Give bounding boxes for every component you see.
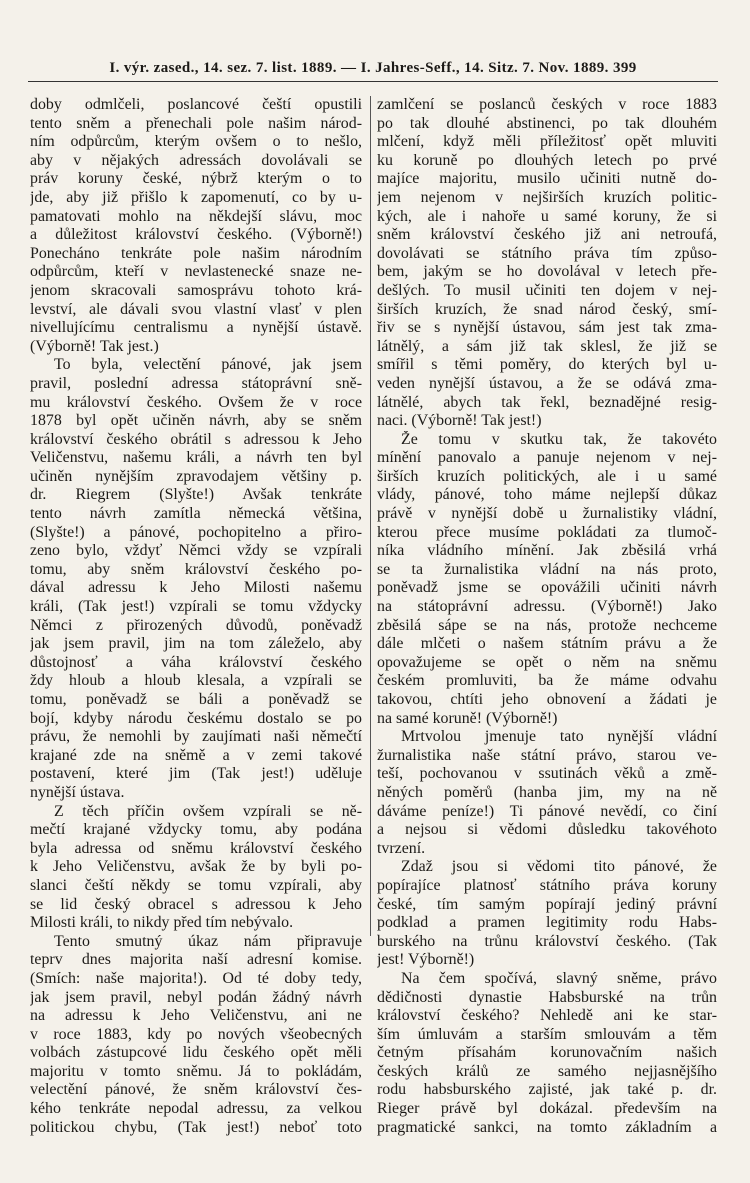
text-line: majoritu v tomto sněmu. Já to pokládám, bbox=[30, 1062, 362, 1080]
text-line: Zdaž jsou si vědomi tito pánové, že bbox=[401, 858, 717, 876]
text-line: dešlých. To musil učiniti ten dojem v nej- bbox=[377, 281, 717, 299]
text-line: odpůrcům, kteří v nevlastenecké snaze ne- bbox=[30, 263, 362, 281]
text-line: majíce majoritu, musilo učiniti nutně do- bbox=[377, 170, 717, 188]
right-column bbox=[370, 96, 717, 1136]
text-line: českých králů ze samého nejjasnějšího bbox=[377, 1062, 717, 1080]
text-line: četným přísahám korunovačním našich bbox=[377, 1044, 717, 1062]
text-line: české, tím samým popírají jediný právní bbox=[377, 895, 717, 913]
text-line: Mrtvolou jmenuje tato nynější vládní bbox=[401, 728, 717, 746]
text-line: sněm království českého již ani netroufá, bbox=[377, 226, 717, 244]
page-header: I. výr. zased., 14. sez. 7. list. 1889. — I. Jahres-Seff., 14. Sitz. 7. Nov. 1889. 399 bbox=[28, 60, 718, 82]
text-line: 1878 byl opět učiněn návrh, aby se sněm bbox=[30, 412, 362, 430]
text-line: krajané zde na sněmě a v zemi takové bbox=[30, 746, 362, 764]
text-line: (Smích: naše majorita!). Od té doby tedy, bbox=[30, 969, 362, 987]
text-line: nynější ústava. bbox=[30, 783, 125, 801]
text-line: tento sněm a přenechali pole našim národ- bbox=[30, 114, 362, 132]
text-line: širších kruzích, že snad národ český, smí- bbox=[377, 300, 717, 318]
text-line: dovolávati se státního práva tím způso- bbox=[377, 244, 717, 262]
text-line: ním odpůrcům, kterým ovšem o to nešlo, bbox=[30, 133, 362, 151]
text-line: tomu, aby sněm království českého po- bbox=[30, 560, 362, 578]
text-line: rodu habsburského zajisté, jak také p. dr. bbox=[377, 1081, 717, 1099]
text-line: Že tomu v skutku tak, že takovéto bbox=[401, 430, 717, 448]
text-line: kterou přece musíme pokládati za tlumoč- bbox=[377, 523, 717, 541]
text-line: takovou, chtíti jeho obnovení a žádati je bbox=[377, 691, 717, 708]
text-line: k Jeho Veličenstvu, avšak že by byli po- bbox=[30, 858, 362, 876]
text-line: kých, ale i nahoře u samé koruny, že si bbox=[377, 207, 717, 225]
text-line: zamlčení se poslanců českých v roce 1883 bbox=[377, 96, 717, 113]
text-line: na adressu k Jeho Veličenstvu, ani ne bbox=[30, 1007, 362, 1025]
text-line: pravil, poslední adressa státoprávní sně- bbox=[30, 374, 362, 392]
text-line: politickou chybu, (Tak jest!) neboť toto bbox=[30, 1118, 362, 1136]
text-line: jest! Výborně!) bbox=[377, 951, 475, 969]
text-line: naci. (Výborně! Tak jest!) bbox=[377, 412, 542, 430]
text-line: po tak dlouhé abstinenci, po tak dlouhém bbox=[377, 114, 717, 132]
text-line: Veličenstvu, našemu králi, a návrh ten byl bbox=[30, 449, 362, 467]
text-line: veden nynější ústavou, a že se odává zma- bbox=[377, 374, 717, 392]
text-line: a nejsou si vědomi důsledku takovéhoto bbox=[377, 821, 717, 839]
text-line: burského na trůnu království českého. (Tak bbox=[377, 932, 717, 950]
text-line: volbách zástupcové lidu českého opět měli bbox=[30, 1044, 362, 1062]
text-line: látnělé, abych tak řekl, beznadějné resig- bbox=[377, 393, 717, 411]
text-line: ku koruně po dlouhých letech po prvé bbox=[377, 151, 717, 169]
text-line: vlády, pánové, toho máme nejlepší důkaz bbox=[377, 486, 717, 504]
text-line: jem nejenom v nejširších kruzích politic- bbox=[377, 188, 717, 206]
text-line: žurnalistika naše státní právo, starou ve- bbox=[377, 746, 717, 764]
text-line: níka vládního mínění. Jak zběsilá vrhá bbox=[377, 542, 717, 560]
text-line: práv koruny české, nýbrž kterým o to bbox=[30, 170, 362, 188]
text-line: mlčení, když měli příležitosť opět mluviti bbox=[377, 133, 717, 151]
text-line: podklad a pramen legitimity rodu Habs- bbox=[377, 914, 717, 932]
text-line: mu království českého. Ovšem že v roce bbox=[30, 393, 362, 411]
text-line: ším úmluvám a starším smlouvám a těm bbox=[377, 1025, 717, 1043]
text-line: teší, pochovanou v ssutinách věků a změ- bbox=[377, 765, 717, 783]
text-line: českém promluviti, ba že máme odvahu bbox=[377, 672, 717, 690]
text-line: mečtí krajané vždycky tomu, aby podána bbox=[30, 821, 362, 839]
text-line: velectění pánové, že sněm království čes- bbox=[30, 1081, 362, 1099]
text-line: pamatovati mohlo na někdejší slávu, moc bbox=[30, 207, 362, 225]
text-line: Ponecháno tenkráte pole našim národním bbox=[30, 244, 362, 262]
text-line: nivellujícímu centralismu a nynější ústavě. bbox=[30, 319, 362, 337]
text-line: teprv dnes majorita naší adresní komise. bbox=[30, 951, 362, 969]
text-line: mínění panovalo a panuje nejenom v nej- bbox=[377, 449, 717, 467]
text-line: dáváme peníze!) Ti pánové nevědí, co činí bbox=[377, 802, 717, 820]
text-line: řiv se s nynější ústavou, sám jest tak zma- bbox=[377, 319, 717, 337]
text-line: v roce 1883, kdy po nových všeobecných bbox=[30, 1025, 362, 1043]
text-line: Z těch příčin ovšem vzpírali se ně- bbox=[54, 802, 362, 820]
text-line: království českého? Nehledě ani ke star- bbox=[377, 1007, 717, 1025]
text-line: pragmatické sankci, na tomto základním a bbox=[377, 1118, 717, 1136]
text-line: poněvadž jsme se opovážili učiniti návrh bbox=[377, 579, 717, 597]
text-line: králi, (Tak jest!) vzpírali se tomu vždycky bbox=[30, 598, 362, 616]
left-column bbox=[30, 96, 362, 1137]
text-line: látnělý, a sám již tak sklesl, že již se bbox=[377, 337, 717, 355]
text-line: Na čem spočívá, slavný sněme, právo bbox=[401, 969, 717, 987]
text-line: a důležitost království českého. (Výborně!) bbox=[30, 226, 362, 244]
text-line: zeno bylo, vždyť Němci vždy se vzpírali bbox=[30, 542, 362, 560]
text-line: jak jsem pravil, nebyl podán žádný návrh bbox=[30, 988, 362, 1006]
text-line: dále mlčeti o našem státním právu a že bbox=[377, 635, 717, 653]
text-line: Rieger právě byl dokázal. především na bbox=[377, 1100, 717, 1118]
text-line: se ta žurnalistika vládní na nás proto, bbox=[377, 560, 717, 578]
text-line: jenom skracovali samosprávu tohoto krá- bbox=[30, 281, 362, 299]
text-line: Němci z přirozených důvodů, poněvadž bbox=[30, 616, 362, 634]
text-line: tento návrh zamítla německá většina, bbox=[30, 505, 362, 523]
text-line: bem, jakým se ho dovolával v letech pře- bbox=[377, 263, 717, 281]
text-line: právu, že nemohli by zaujímati naši němečtí bbox=[30, 728, 362, 746]
text-line: tomu, poněvadž se báli a poněvadž se bbox=[30, 691, 362, 708]
text-line: právě v nynější době u žurnalistiky vládní, bbox=[377, 505, 717, 523]
text-line: království českého obrátil s adressou k Jeho bbox=[30, 430, 362, 448]
text-line: slanci čeští někdy se tomu vzpírali, aby bbox=[30, 876, 362, 894]
text-line: se lid český obracel s adressou k Jeho bbox=[30, 895, 362, 913]
text-line: na státoprávní adressu. (Výborně!) Jako bbox=[377, 598, 717, 616]
text-line: učiněn nynějším zpravodajem většiny p. bbox=[30, 467, 362, 485]
text-line: dr. Riegrem (Slyšte!) Avšak tenkráte bbox=[30, 486, 362, 504]
text-line: širších kruzích politických, ale i u samé bbox=[377, 467, 717, 485]
text-line: Tento smutný úkaz nám připravuje bbox=[54, 932, 362, 950]
text-line: (Výborně! Tak jest.) bbox=[30, 337, 159, 355]
text-line: něných poměrů (hanba jim, my na ně bbox=[377, 783, 717, 801]
text-line: bojí, kdyby národu českému dostalo se po bbox=[30, 709, 362, 727]
text-line: kého tenkráte nepodal adressu, za velkou bbox=[30, 1100, 362, 1118]
text-line: postavení, které jim (Tak jest!) uděluje bbox=[30, 765, 362, 783]
text-line: jak jsem pravil, jim na tom záleželo, aby bbox=[30, 635, 362, 653]
text-line: na samé koruně! (Výborně!) bbox=[377, 709, 558, 727]
text-line: ždy hloub a hloub klesala, a vzpírali se bbox=[30, 672, 362, 690]
text-line: To byla, velectění pánové, jak jsem bbox=[54, 356, 362, 374]
text-line: Milosti králi, to nikdy před tím nebývalo. bbox=[30, 914, 294, 932]
text-line: smířil s těmi poměry, do kterých byl u- bbox=[377, 356, 717, 374]
text-line: opovažujeme se opět o něm na sněmu bbox=[377, 653, 717, 671]
text-line: doby odmlčeli, poslancové čeští opustili bbox=[30, 96, 362, 113]
text-line: zběsilá sápe se na nás, protože nechceme bbox=[377, 616, 717, 634]
text-line: tvrzení. bbox=[377, 839, 426, 857]
text-line: důstojnosť a váha království českého bbox=[30, 653, 362, 671]
text-line: dědičnosti dynastie Habsburské na trůn bbox=[377, 988, 717, 1006]
text-line: (Slyšte!) a pánové, pochopitelno a přiro- bbox=[30, 523, 362, 541]
text-line: dával adressu k Jeho Milosti našemu bbox=[30, 579, 362, 597]
text-line: popírajíce platnosť státního práva koruny bbox=[377, 876, 717, 894]
text-line: jde, aby již přišlo k zapomenutí, co by u- bbox=[30, 188, 362, 206]
text-line: aby v nějakých adressách dovolávali se bbox=[30, 151, 362, 169]
text-line: byla adressa od sněmu království českého bbox=[30, 839, 362, 857]
text-line: levství, ale dávali svou vlastní vlasť v plen bbox=[30, 300, 362, 318]
